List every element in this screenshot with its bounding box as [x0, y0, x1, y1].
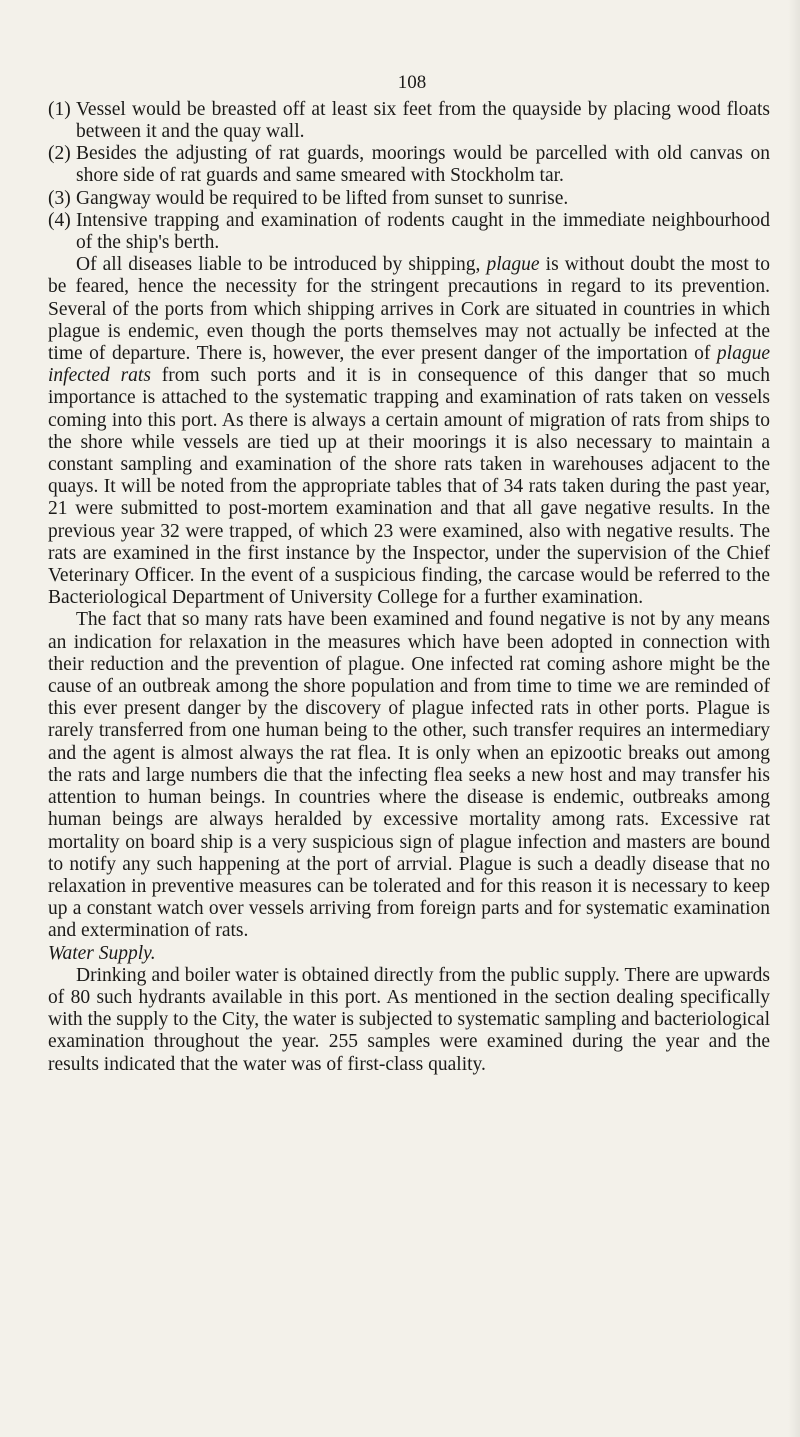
page-edge-shadow — [788, 0, 800, 1437]
list-item-number: (1) — [48, 98, 71, 120]
list-item — [48, 99, 770, 143]
text-run: The fact that so many rats have been examined and found negative is not by any means an indication for relaxation in the measures which have been adopted in connection with their reduction and the prevention of plague. One infected rat coming ashore might be the cause of an outbreak among the shore population and from time to time we are reminded of this ever present danger by the discovery of plague infected rats in other ports. Plague is rarely transferred from one human being to the other, such transfer requires an intermediary and the agent is almost always the rat flea. It is only when an epizootic breaks out among the rats and large numbers die that the infecting flea seeks a new host and may transfer his attention to human beings. In countries where the disease is endemic, outbreaks among human beings are always heralded by excessive mortality among rats. Excessive rat mortality on board ship is a very suspicious sign of plague infection and masters are bound to notify any such happening at the port of arrvial. Plague is such a deadly disease that no relaxation in preventive measures can be tolerated and for this reason it is necessary to keep up a constant watch over vessels arriving from foreign parts and for systematic examination and extermination of rats. — [48, 609, 770, 942]
list-item-text: Intensive trapping and examination of rodents caught in the immediate neighbourhood of the ship's berth. — [76, 209, 770, 254]
list-item — [48, 143, 770, 187]
list-item-text: Vessel would be breasted off at least six feet from the quayside by placing wood floats between it and the quay wall. — [76, 98, 770, 142]
text-run: Of all diseases liable to be introduced by shipping, — [76, 254, 487, 276]
text-run: from such ports and it is in consequence of this danger that so much importance is attached to the systematic trapping and examination of rats taken on vessels coming into this port. As there is always a certain amount of migration of rats from ships to the shore while vessels are tied up at their moorings it is also necessary to maintain a constant sampling and examination of the shore rats taken in warehouses adjacent to the quays. It will be noted from the appropriate tables that of 34 rats taken during the past year, 21 were submitted to post-mortem examination and that all gave negative results. In the previous year 32 were trapped, of which 23 were examined, also with negative results. The rats are examined in the first instance by the Inspector, under the supervision of the Chief Veterinary Officer. In the event of a suspicious finding, the carcase would be referred to the Bacteriological Department of University College for a further examination. — [48, 365, 770, 609]
section-heading-water-supply: Water Supply. — [48, 942, 156, 964]
list-item-number: (4) — [48, 209, 71, 231]
list-item — [48, 188, 770, 210]
page-number: 108 — [397, 72, 427, 93]
list-item-number: (2) — [48, 143, 71, 165]
list-item-text: Besides the adjusting of rat guards, moorings would be parcelled with old canvas on shore side of rat guards and same smeared with Stockholm tar. — [76, 143, 770, 187]
paragraph-water-supply: Drinking and boiler water is obtained directly from the public supply. There are upwards of 80 such hydrants available in this port. As mentioned in the section dealing specifically with the supply to the City, the water is subjected to systematic sampling and bacteriological examination throughout the year. 255 samples were examined during the year and the results indicated that the water was of first-class quality. — [48, 964, 770, 1075]
text-run: is without doubt the most to be feared, hence the necessity for the stringent precautions in regard to its prevention. Several of the ports from which shipping arrives in Cork are situated in countries in which plague is endemic, even though the ports themselves may not actually be infected at the time of departure. There is, however, the ever present danger of the importation of — [48, 254, 770, 365]
paragraph-plague — [48, 254, 770, 609]
paragraph-negative-findings — [48, 609, 770, 942]
emphasis-plague: plague — [486, 254, 540, 276]
list-item-text: Gangway would be required to be lifted from sunset to sunrise. — [76, 187, 569, 209]
emphasis-plague-infected-rats: plague infected rats — [48, 343, 770, 387]
list-item — [48, 210, 770, 254]
list-item-number: (3) — [48, 187, 71, 209]
page-body — [48, 99, 770, 1076]
